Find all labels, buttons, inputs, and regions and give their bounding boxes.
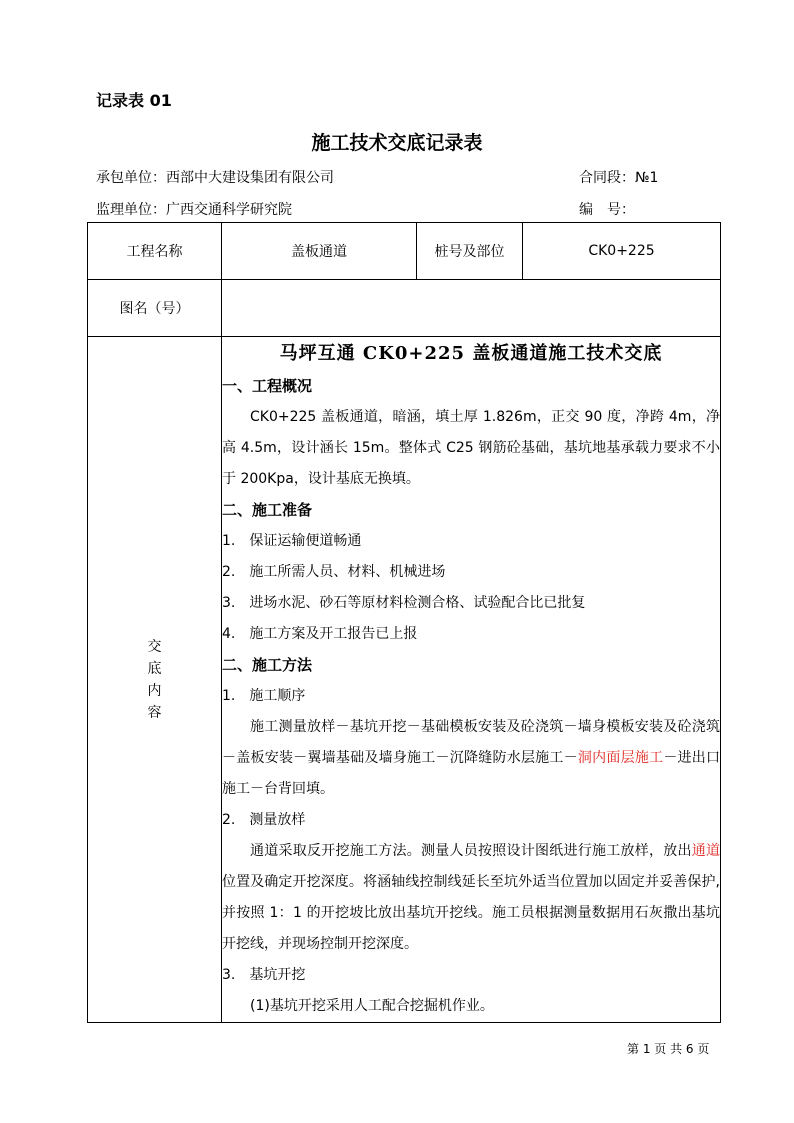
overview-paragraph: CK0+225 盖板通道，暗涵，填土厚 1.826m，正交 90 度，净跨 4m，净高 4.5m，设计涵长 15m。整体式 C25 钢筋砼基础，基坑地基承载力要求不小于 200Kpa，设计基底无换填。: [222, 409, 720, 487]
subheading-sequence: 1. 施工顺序: [222, 688, 306, 704]
prep-item: 1. 保证运输便道畅通: [222, 533, 362, 549]
prep-item: 4. 施工方案及开工报告已上报: [222, 626, 418, 642]
survey-text-a: 通道采取反开挖施工方法。测量人员按照设计图纸进行施工放样，放出: [250, 843, 692, 859]
station-label: 桩号及部位: [417, 223, 523, 280]
subheading-excavation: 3. 基坑开挖: [222, 967, 306, 983]
form-code: 记录表 01: [96, 91, 172, 110]
content-title: 马坪互通 CK0+225 盖板通道施工技术交底: [279, 343, 663, 364]
drawing-label: 图名（号）: [88, 280, 222, 337]
heading-preparation: 二、施工准备: [222, 501, 313, 519]
supervisor-label: 监理单位：: [96, 202, 166, 218]
project-name-label: 工程名称: [88, 223, 222, 280]
content-cell: [222, 337, 721, 1023]
content-label-cell: [88, 337, 222, 1023]
sequence-text-a: 施工测量放样－基坑开挖－基础模板安装及砼浇筑－墙身模板安装及砼浇筑－盖板安装－翼墙基础及墙身施工－沉降缝防水层施工－: [222, 719, 720, 766]
number-line: [579, 199, 635, 219]
page-footer: 第 1 页 共 6 页: [627, 1042, 710, 1056]
section-label: 合同段：: [579, 170, 635, 186]
supervisor-line: [96, 199, 292, 219]
sequence-highlight: 洞内面层施工: [577, 750, 664, 766]
station-value: CK0+225: [523, 223, 721, 280]
contract-section-line: [579, 167, 658, 187]
project-name-value: 盖板通道: [222, 223, 417, 280]
contractor-line: [96, 167, 334, 187]
supervisor-value: 广西交通科学研究院: [166, 202, 292, 218]
prep-item: 2. 施工所需人员、材料、机械进场: [222, 564, 446, 580]
sequence-paragraph: [222, 712, 720, 805]
contractor-value: 西部中大建设集团有限公司: [166, 170, 334, 186]
drawing-value: [222, 280, 721, 337]
section-value: №1: [635, 170, 659, 186]
survey-highlight: 通道: [691, 843, 720, 859]
heading-overview: 一、工程概况: [222, 377, 313, 395]
document-title: 施工技术交底记录表: [311, 132, 483, 154]
survey-text-b: 位置及确定开挖深度。将涵轴线控制线延长至坑外适当位置加以固定并妥善保护,并按照 1：1 的开挖坡比放出基坑开挖线。施工员根据测量数据用石灰撒出基坑开挖线，并现场控制开挖深度。: [222, 874, 720, 952]
record-table: [87, 222, 721, 1023]
contractor-label: 承包单位：: [96, 170, 166, 186]
number-label: 编 号：: [579, 202, 635, 218]
subheading-survey: 2. 测量放样: [222, 812, 306, 828]
sequence-text-b: －进出口施工－台背回填。: [222, 750, 721, 797]
content-label: 交底内容: [147, 638, 162, 721]
prep-item: 3. 进场水泥、砂石等原材料检测合格、试验配合比已批复: [222, 595, 586, 611]
survey-paragraph: [222, 836, 720, 960]
heading-method: 二、施工方法: [222, 656, 313, 674]
excavation-paragraph: (1)基坑开挖采用人工配合挖掘机作业。: [250, 998, 494, 1014]
